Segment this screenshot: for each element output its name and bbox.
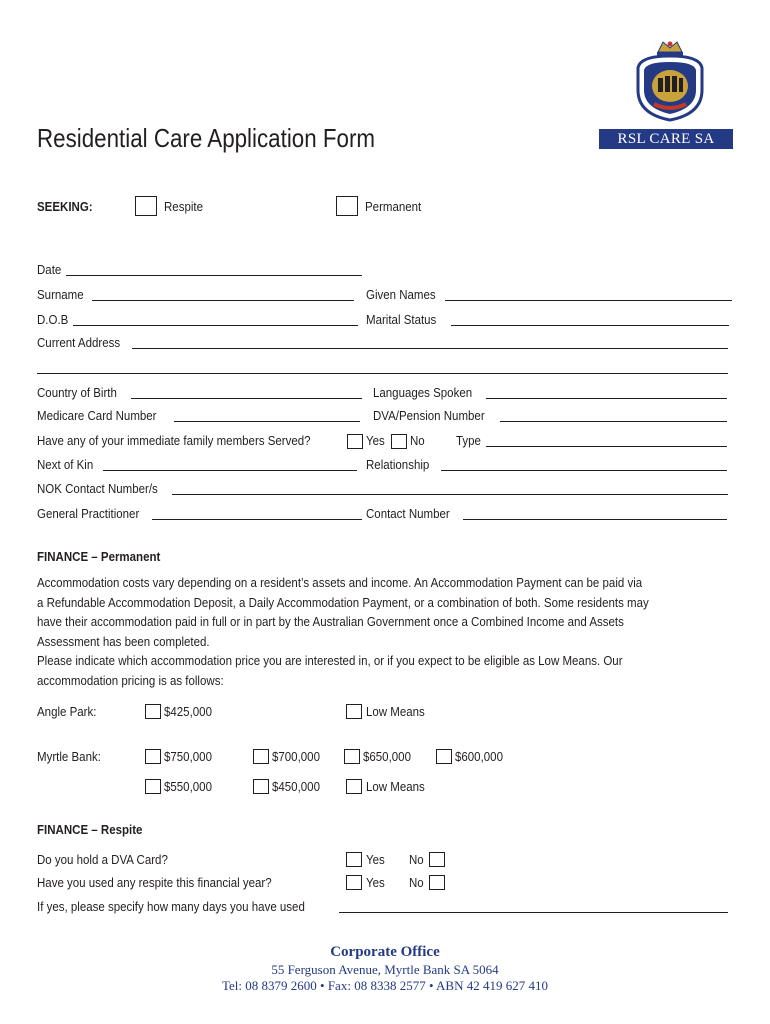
type-label: Type xyxy=(456,434,481,448)
para-line: Please indicate which accommodation price you are interested in, or if you expect to be eligible as Low Means. Our xyxy=(37,654,623,668)
gp-field[interactable] xyxy=(152,519,362,520)
finance-permanent-heading: FINANCE – Permanent xyxy=(37,550,161,564)
finance-permanent-paragraph xyxy=(37,574,736,691)
myrtle-bank-750-checkbox[interactable] xyxy=(145,749,161,764)
marital-status-field[interactable] xyxy=(451,325,729,326)
respite-days-question: If yes, please specify how many days you have used xyxy=(37,900,305,914)
myrtle-bank-650: $650,000 xyxy=(363,750,411,764)
current-address-label: Current Address xyxy=(37,336,121,350)
given-names-label: Given Names xyxy=(366,288,436,302)
respite-used-no-label: No xyxy=(409,876,424,890)
relationship-label: Relationship xyxy=(366,458,430,472)
seeking-label: SEEKING: xyxy=(37,200,93,214)
myrtle-bank-low-means-checkbox[interactable] xyxy=(346,779,362,794)
rsl-logo xyxy=(630,38,710,124)
next-of-kin-label: Next of Kin xyxy=(37,458,94,472)
dva-card-yes-label: Yes xyxy=(366,853,385,867)
dva-card-yes-checkbox[interactable] xyxy=(346,852,362,867)
date-field[interactable] xyxy=(66,275,362,276)
dob-field[interactable] xyxy=(73,325,358,326)
dva-card-question: Do you hold a DVA Card? xyxy=(37,853,168,867)
respite-checkbox[interactable] xyxy=(135,196,157,216)
contact-number-field[interactable] xyxy=(463,519,727,520)
myrtle-bank-650-checkbox[interactable] xyxy=(344,749,360,764)
myrtle-bank-550-checkbox[interactable] xyxy=(145,779,161,794)
dva-card-no-checkbox[interactable] xyxy=(429,852,445,867)
page-title: Residential Care Application Form xyxy=(37,123,376,153)
date-label: Date xyxy=(37,263,62,277)
surname-label: Surname xyxy=(37,288,84,302)
marital-status-label: Marital Status xyxy=(366,313,437,327)
myrtle-bank-700-checkbox[interactable] xyxy=(253,749,269,764)
angle-park-price-checkbox[interactable] xyxy=(145,704,161,719)
current-address-field-2[interactable] xyxy=(37,373,728,374)
myrtle-bank-450-checkbox[interactable] xyxy=(253,779,269,794)
family-served-yes-checkbox[interactable] xyxy=(347,434,363,449)
medicare-field[interactable] xyxy=(174,421,360,422)
next-of-kin-field[interactable] xyxy=(103,470,357,471)
angle-park-low-means-checkbox[interactable] xyxy=(346,704,362,719)
family-served-yes-label: Yes xyxy=(366,434,385,448)
country-of-birth-label: Country of Birth xyxy=(37,386,117,400)
respite-used-no-checkbox[interactable] xyxy=(429,875,445,890)
myrtle-bank-700: $700,000 xyxy=(272,750,320,764)
myrtle-bank-450: $450,000 xyxy=(272,780,320,794)
footer-address: 55 Ferguson Avenue, Myrtle Bank SA 5064 xyxy=(271,962,499,977)
para-line: Accommodation costs vary depending on a resident’s assets and income. An Accommodation Payment can be paid via xyxy=(37,576,643,590)
myrtle-bank-label: Myrtle Bank: xyxy=(37,750,101,764)
dva-pension-label: DVA/Pension Number xyxy=(373,409,485,423)
permanent-checkbox[interactable] xyxy=(336,196,358,216)
type-field[interactable] xyxy=(486,446,727,447)
family-served-no-checkbox[interactable] xyxy=(391,434,407,449)
para-line: have their accommodation paid in full or in part by the Australian Government once a Combined Income and Assets xyxy=(37,615,624,629)
dva-card-no-label: No xyxy=(409,853,424,867)
country-of-birth-field[interactable] xyxy=(131,398,362,399)
angle-park-low-means: Low Means xyxy=(366,705,425,719)
para-line: Assessment has been completed. xyxy=(37,634,210,649)
respite-used-yes-label: Yes xyxy=(366,876,385,890)
angle-park-label: Angle Park: xyxy=(37,705,97,719)
family-served-label: Have any of your immediate family members Served? xyxy=(37,434,311,448)
gp-label: General Practitioner xyxy=(37,507,140,521)
myrtle-bank-750: $750,000 xyxy=(164,750,212,764)
respite-used-question: Have you used any respite this financial year? xyxy=(37,876,272,890)
given-names-field[interactable] xyxy=(445,300,732,301)
languages-spoken-label: Languages Spoken xyxy=(373,386,473,400)
permanent-label: Permanent xyxy=(365,200,422,214)
myrtle-bank-600-checkbox[interactable] xyxy=(436,749,452,764)
respite-label: Respite xyxy=(164,200,203,214)
finance-respite-heading: FINANCE – Respite xyxy=(37,823,143,837)
respite-days-field[interactable] xyxy=(339,912,728,913)
current-address-field[interactable] xyxy=(132,348,728,349)
footer-contact: Tel: 08 8379 2600 • Fax: 08 8338 2577 • ABN 42 419 627 410 xyxy=(222,978,548,993)
languages-spoken-field[interactable] xyxy=(486,398,727,399)
nok-contact-label: NOK Contact Number/s xyxy=(37,482,158,496)
myrtle-bank-low-means: Low Means xyxy=(366,780,425,794)
nok-contact-field[interactable] xyxy=(172,494,728,495)
para-line: a Refundable Accommodation Deposit, a Daily Accommodation Payment, or a combination of both. Some residents may xyxy=(37,595,649,610)
surname-field[interactable] xyxy=(92,300,354,301)
angle-park-price: $425,000 xyxy=(164,705,212,719)
para-line: accommodation pricing is as follows: xyxy=(37,673,224,688)
contact-number-label: Contact Number xyxy=(366,507,450,521)
respite-used-yes-checkbox[interactable] xyxy=(346,875,362,890)
footer-office: Corporate Office xyxy=(330,944,440,960)
myrtle-bank-600: $600,000 xyxy=(455,750,503,764)
dva-pension-field[interactable] xyxy=(500,421,727,422)
medicare-label: Medicare Card Number xyxy=(37,409,157,423)
family-served-no-label: No xyxy=(410,434,425,448)
dob-label: D.O.B xyxy=(37,313,69,327)
myrtle-bank-550: $550,000 xyxy=(164,780,212,794)
relationship-field[interactable] xyxy=(441,470,727,471)
brand-badge: RSL CARE SA xyxy=(599,129,733,149)
